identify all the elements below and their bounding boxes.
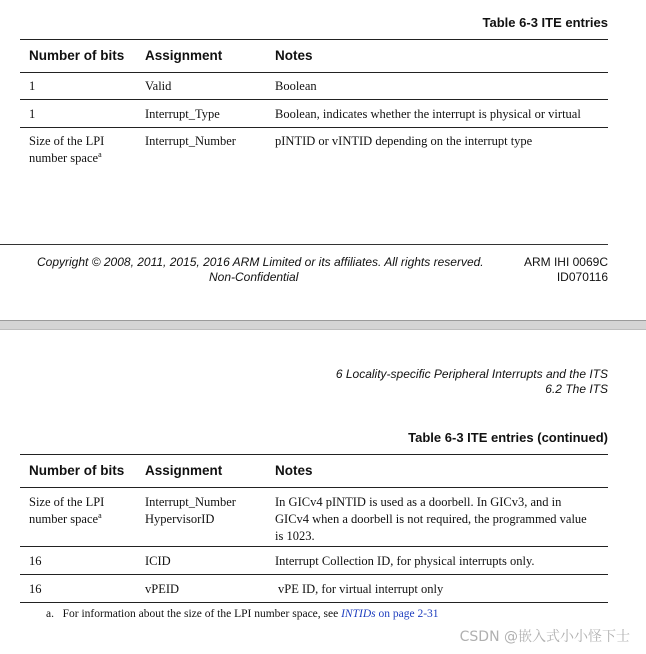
cell-bits: 16 [29, 554, 42, 568]
section-title: 6.2 The ITS [545, 382, 608, 396]
cell-bits [29, 133, 139, 167]
confidentiality-text: Non-Confidential [209, 270, 299, 284]
cell-notes: vPE ID, for virtual interrupt only [278, 582, 444, 596]
footnote-link-page: on page 2-31 [378, 608, 439, 620]
cell-notes: Boolean [275, 79, 317, 93]
cell-bits-line: Size of the LPI [29, 495, 105, 509]
cell-notes [275, 494, 605, 545]
footnote-text: For information about the size of the LPI number space, see [62, 608, 339, 620]
cell-assignment: Interrupt_Type [145, 107, 220, 121]
copyright-text: Copyright © 2008, 2011, 2015, 2016 ARM Limited or its affiliates. All rights reserved. [37, 255, 484, 269]
table-bottom-rule [20, 602, 608, 603]
footer-rule [0, 244, 608, 245]
column-header-notes: Notes [275, 463, 313, 478]
column-header-assignment: Assignment [145, 48, 223, 63]
cell-assignment: vPEID [145, 582, 180, 596]
row-rule [20, 574, 608, 575]
table-top-rule [20, 454, 608, 455]
cell-assignment-line: Interrupt_Number [145, 495, 236, 509]
footnote-marker: a. [46, 608, 54, 620]
footnote-link-text: INTIDs [341, 608, 376, 620]
cell-bits-line [29, 511, 139, 528]
cell-notes: Boolean, indicates whether the interrupt is physical or virtual [275, 107, 581, 121]
table-caption: Table 6-3 ITE entries [482, 15, 608, 30]
page-separator [0, 320, 646, 330]
cell-notes: Interrupt Collection ID, for physical interrupts only. [275, 554, 535, 568]
header-rule [20, 487, 608, 488]
row-rule [20, 127, 608, 128]
cell-notes-line: GICv4 when a doorbell is not required, the programmed value [275, 512, 587, 526]
footnote [46, 608, 439, 620]
footnote-ref: a [98, 510, 102, 520]
table-top-rule [20, 39, 608, 40]
cell-bits-text: number space [29, 512, 99, 526]
cell-notes-line: is 1023. [275, 529, 315, 543]
page-header [336, 367, 608, 397]
document-id [524, 255, 608, 285]
column-header-notes: Notes [275, 48, 313, 63]
cell-bits: 16 [29, 582, 42, 596]
cell-notes: pINTID or vINTID depending on the interrupt type [275, 134, 533, 148]
cell-bits: 1 [29, 107, 36, 121]
cell-assignment [145, 494, 273, 528]
chapter-title: 6 Locality-specific Peripheral Interrupts and the ITS [335, 367, 608, 381]
watermark: CSDN @嵌入式小小怪下士 [459, 629, 630, 645]
column-header-bits: Number of bits [29, 463, 125, 478]
cell-notes-line: In GICv4 pINTID is used as a doorbell. In GICv3, and in [275, 495, 562, 509]
column-header-assignment: Assignment [145, 463, 223, 478]
cell-assignment: Valid [145, 79, 172, 93]
footnote-ref: a [98, 149, 102, 159]
header-rule [20, 72, 608, 73]
cell-bits-line: Size of the LPI [29, 134, 105, 148]
cell-bits: 1 [29, 79, 36, 93]
cell-bits-line [29, 150, 139, 167]
cell-bits [29, 494, 139, 528]
row-rule [20, 546, 608, 547]
cell-assignment: Interrupt_Number [145, 134, 236, 148]
cell-bits-text: number space [29, 151, 99, 165]
cell-assignment-line: HypervisorID [145, 512, 215, 526]
doc-id-version: ID070116 [556, 270, 608, 284]
doc-id-number: ARM IHI 0069C [523, 255, 608, 269]
column-header-bits: Number of bits [29, 48, 125, 63]
table-caption: Table 6-3 ITE entries (continued) [408, 430, 608, 445]
footnote-link[interactable] [341, 608, 438, 620]
row-rule [20, 99, 608, 100]
cell-assignment: ICID [145, 554, 171, 568]
